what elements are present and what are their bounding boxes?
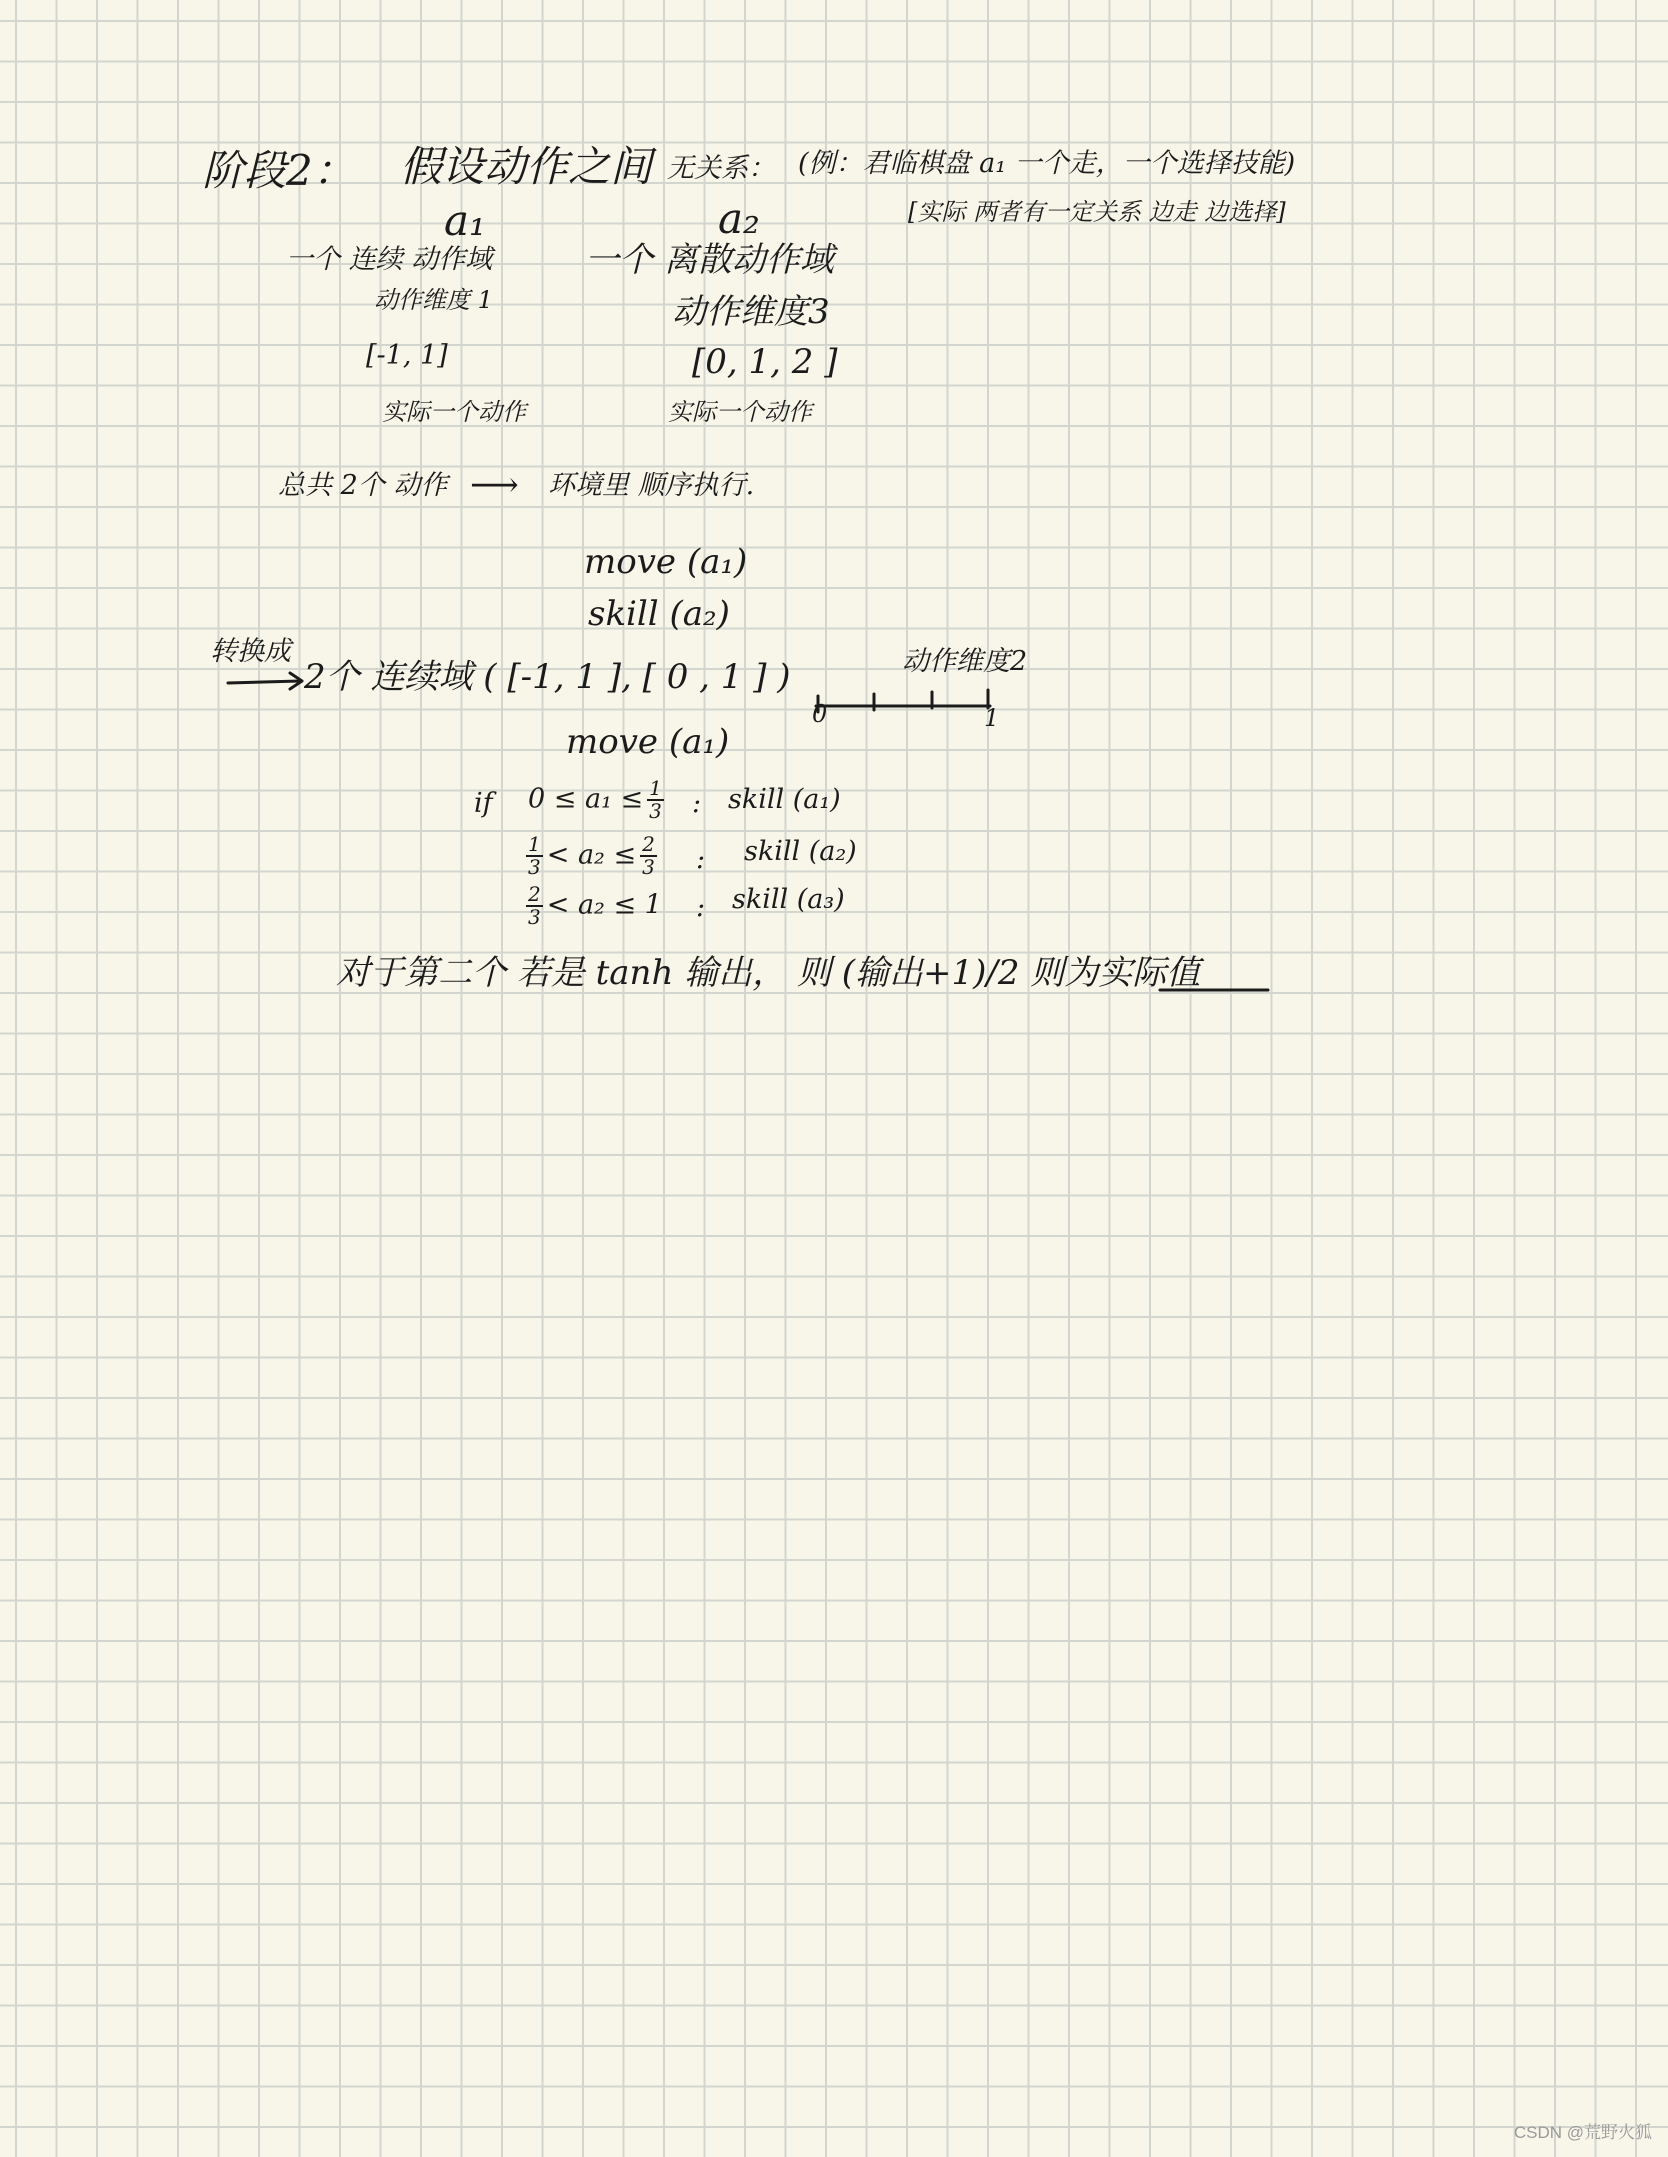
action2-symbol: a₂ xyxy=(718,194,760,243)
action1-symbol: a₁ xyxy=(444,196,486,245)
row2-skill: skill (a₂) xyxy=(744,836,857,867)
action1-dimension: 动作维度 1 xyxy=(374,286,493,314)
axis-start-label: 0 xyxy=(812,700,828,728)
row1-separator: : xyxy=(692,788,702,819)
row3-separator: : xyxy=(696,892,706,923)
row1-left: 0 ≤ a₁ ≤ xyxy=(528,783,644,815)
total-actions-label: 总共 2个 动作 xyxy=(278,470,448,501)
action1-range: [-1, 1] xyxy=(366,340,448,371)
convert-label: 转换成 xyxy=(210,636,291,667)
no-relation-label: 无关系： xyxy=(667,153,775,184)
action1-domain: 一个 连续 动作域 xyxy=(286,244,493,275)
action2-dimension: 动作维度3 xyxy=(672,292,830,332)
fraction-one-third: $\frac{1}{3}$ xyxy=(649,776,662,823)
dimension2-label: 动作维度2 xyxy=(902,646,1028,677)
example-note: (例：君临棋盘 a₁ 一个走，一个选择技能) xyxy=(798,148,1296,179)
csdn-watermark: CSDN @荒野火狐 xyxy=(1513,2123,1652,2142)
move-call-2: move (a₁) xyxy=(566,722,730,762)
assume-label: 假设动作之间 xyxy=(400,142,653,191)
fraction-two-thirds: $\frac{2}{3}$ xyxy=(642,832,655,879)
row2-mid: < a₂ ≤ xyxy=(546,839,637,871)
action1-actual: 实际一个动作 xyxy=(382,398,526,426)
row1-skill: skill (a₁) xyxy=(728,784,841,815)
conclusion-line: 对于第二个 若是 tanh 输出， 则 (输出+1)/2 则为实际值 xyxy=(336,953,1201,993)
axis-end-label: 1 xyxy=(984,704,1000,732)
skill-call: skill (a₂) xyxy=(588,594,730,634)
stage-label: 阶段2： xyxy=(202,146,355,195)
action2-actual: 实际一个动作 xyxy=(668,398,812,426)
two-continuous-domains: 2个 连续域 ( [-1, 1 ], [ 0 , 1 ] ) xyxy=(304,657,791,697)
action2-range: [0, 1, 2 ] xyxy=(692,342,838,382)
if-keyword: if xyxy=(474,788,493,819)
condition-row-2 xyxy=(522,834,661,878)
arrow-icon: ⟶ xyxy=(470,465,519,505)
row3-skill: skill (a₃) xyxy=(732,884,845,915)
actual-relation-note: [实际 两者有一定关系 边走 边选择] xyxy=(908,198,1286,226)
convert-arrow-icon xyxy=(228,673,302,689)
sequential-exec-label: 环境里 顺序执行. xyxy=(548,470,755,501)
row3-mid: < a₂ ≤ 1 xyxy=(546,889,662,921)
fraction-two-thirds: $\frac{2}{3}$ xyxy=(528,882,541,929)
action2-domain: 一个 离散动作域 xyxy=(585,240,834,280)
condition-row-3 xyxy=(522,884,662,928)
move-call: move (a₁) xyxy=(584,542,748,582)
fraction-one-third: $\frac{1}{3}$ xyxy=(528,832,541,879)
row2-separator: : xyxy=(696,844,706,875)
condition-row-1 xyxy=(528,778,668,822)
